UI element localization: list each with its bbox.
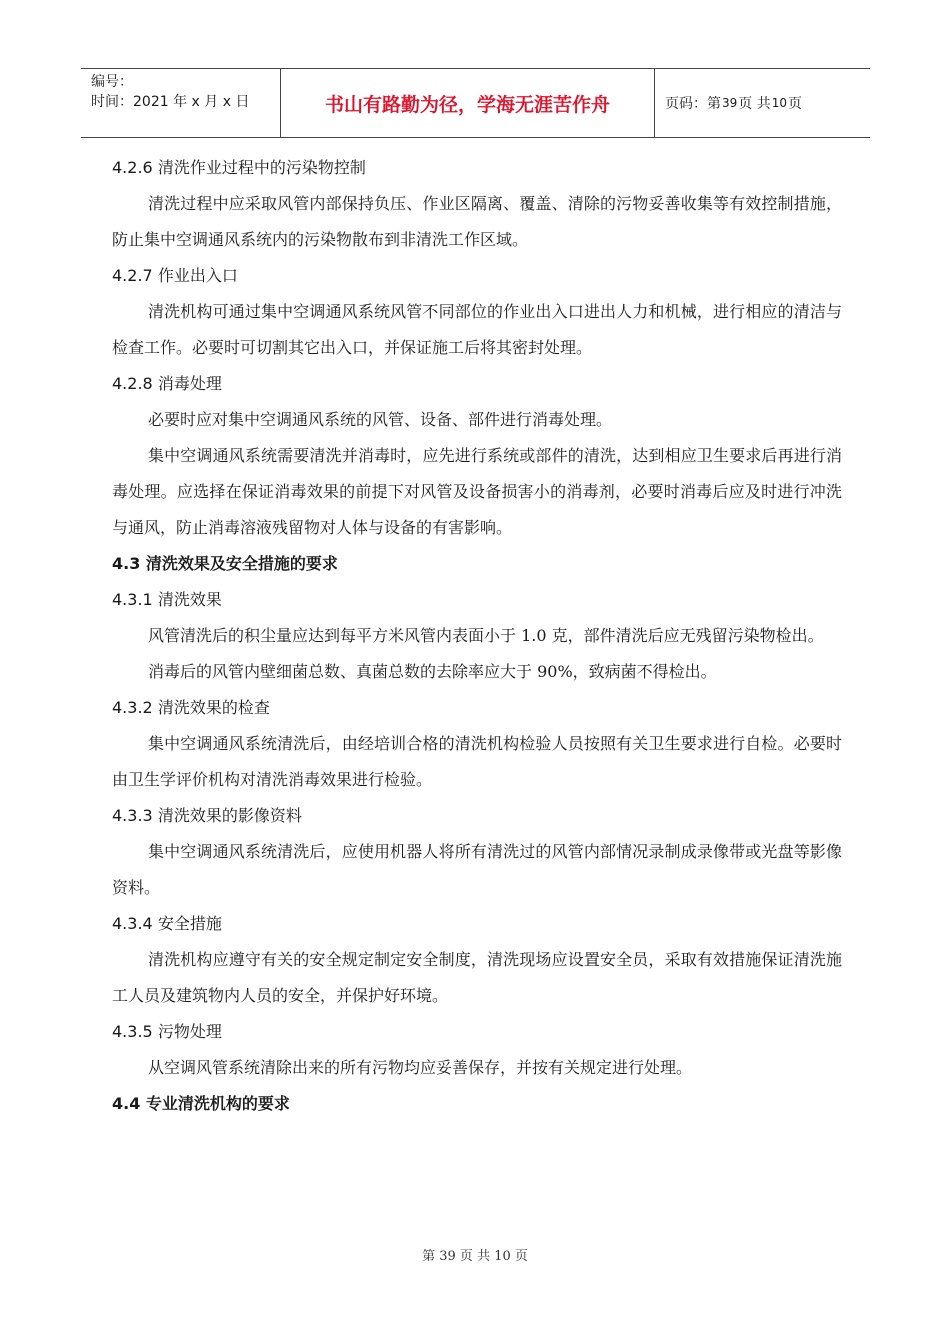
paragraph-4-2-8-b: 集中空调通风系统需要清洗并消毒时，应先进行系统或部件的清洗，达到相应卫生要求后再进行消毒处理。应选择在保证消毒效果的前提下对风管及设备损害小的消毒剂，必要时消毒后应及时进行冲洗与通风，防止消毒溶液残留物对人体与设备的有害影响。 bbox=[112, 446, 842, 537]
paragraph-4-3-3: 集中空调通风系统清洗后，应使用机器人将所有清洗过的风管内部情况录制成录像带或光盘等影像资料。 bbox=[112, 842, 842, 897]
heading-number: 4.3.2 bbox=[112, 698, 153, 717]
heading-title: 消毒处理 bbox=[157, 374, 222, 393]
heading-4-3-3 bbox=[112, 798, 842, 834]
paragraph-4-2-8-a: 必要时应对集中空调通风系统的风管、设备、部件进行消毒处理。 bbox=[148, 410, 613, 429]
heading-4-2-6 bbox=[112, 150, 842, 186]
heading-title: 清洗效果的检查 bbox=[157, 698, 270, 717]
heading-title: 专业清洗机构的要求 bbox=[145, 1094, 290, 1113]
header-page-info bbox=[655, 69, 870, 137]
heading-title: 作业出入口 bbox=[157, 266, 238, 285]
paragraph-4-2-6: 清洗过程中应采取风管内部保持负压、作业区隔离、覆盖、清除的污物妥善收集等有效控制措施，防止集中空调通风系统内的污染物散布到非清洗工作区域。 bbox=[112, 194, 842, 249]
paragraph-4-3-2: 集中空调通风系统清洗后，由经培训合格的清洗机构检验人员按照有关卫生要求进行自检。必要时由卫生学评价机构对清洗消毒效果进行检验。 bbox=[112, 734, 842, 789]
page-current: 39 bbox=[722, 96, 738, 110]
heading-4-4 bbox=[112, 1086, 842, 1122]
heading-number: 4.2.6 bbox=[112, 158, 153, 177]
page-footer: 第 39 页 共 10 页 bbox=[422, 1249, 528, 1264]
document-date: 时间：2021 年 x 月 x 日 bbox=[91, 94, 250, 110]
heading-number: 4.4 bbox=[112, 1094, 141, 1113]
document-number-label: 编号： bbox=[91, 74, 133, 90]
heading-4-3-1 bbox=[112, 582, 842, 618]
heading-4-3-5 bbox=[112, 1014, 842, 1050]
heading-4-3-2 bbox=[112, 690, 842, 726]
heading-number: 4.3.5 bbox=[112, 1022, 153, 1041]
paragraph-4-3-4: 清洗机构应遵守有关的安全规定制定安全制度，清洗现场应设置安全员，采取有效措施保证清洗施工人员及建筑物内人员的安全，并保护好环境。 bbox=[112, 950, 842, 1005]
page-total: 10 bbox=[771, 96, 788, 110]
paragraph-4-3-1-b: 消毒后的风管内壁细菌总数、真菌总数的去除率应大于 90%，致病菌不得检出。 bbox=[148, 662, 717, 681]
heading-title: 清洗效果及安全措施的要求 bbox=[145, 554, 338, 573]
heading-4-2-7 bbox=[112, 258, 842, 294]
header-meta bbox=[81, 69, 281, 137]
heading-title: 清洗效果的影像资料 bbox=[157, 806, 302, 825]
page-header bbox=[81, 68, 870, 138]
page-prefix: 页码：第 bbox=[665, 96, 721, 112]
heading-number: 4.2.7 bbox=[112, 266, 153, 285]
heading-4-2-8 bbox=[112, 366, 842, 402]
header-motto: 书山有路勤为径，学海无涯苦作舟 bbox=[281, 69, 655, 137]
document-body bbox=[112, 150, 842, 1122]
heading-title: 安全措施 bbox=[157, 914, 222, 933]
paragraph-4-2-7: 清洗机构可通过集中空调通风系统风管不同部位的作业出入口进出人力和机械，进行相应的清洁与检查工作。必要时可切割其它出入口，并保证施工后将其密封处理。 bbox=[112, 302, 842, 357]
heading-number: 4.2.8 bbox=[112, 374, 153, 393]
paragraph-4-3-1-a: 风管清洗后的积尘量应达到每平方米风管内表面小于 1.0 克，部件清洗后应无残留污染物检出。 bbox=[148, 626, 824, 645]
heading-number: 4.3.1 bbox=[112, 590, 153, 609]
heading-4-3 bbox=[112, 546, 842, 582]
heading-number: 4.3.4 bbox=[112, 914, 153, 933]
heading-title: 污物处理 bbox=[157, 1022, 222, 1041]
page-suffix: 页 bbox=[788, 96, 803, 112]
paragraph-4-3-5: 从空调风管系统清除出来的所有污物均应妥善保存，并按有关规定进行处理。 bbox=[148, 1058, 693, 1077]
heading-number: 4.3 bbox=[112, 554, 141, 573]
heading-4-3-4 bbox=[112, 906, 842, 942]
heading-title: 清洗作业过程中的污染物控制 bbox=[157, 158, 366, 177]
heading-number: 4.3.3 bbox=[112, 806, 153, 825]
heading-title: 清洗效果 bbox=[157, 590, 222, 609]
page-mid: 页 共 bbox=[738, 96, 771, 112]
